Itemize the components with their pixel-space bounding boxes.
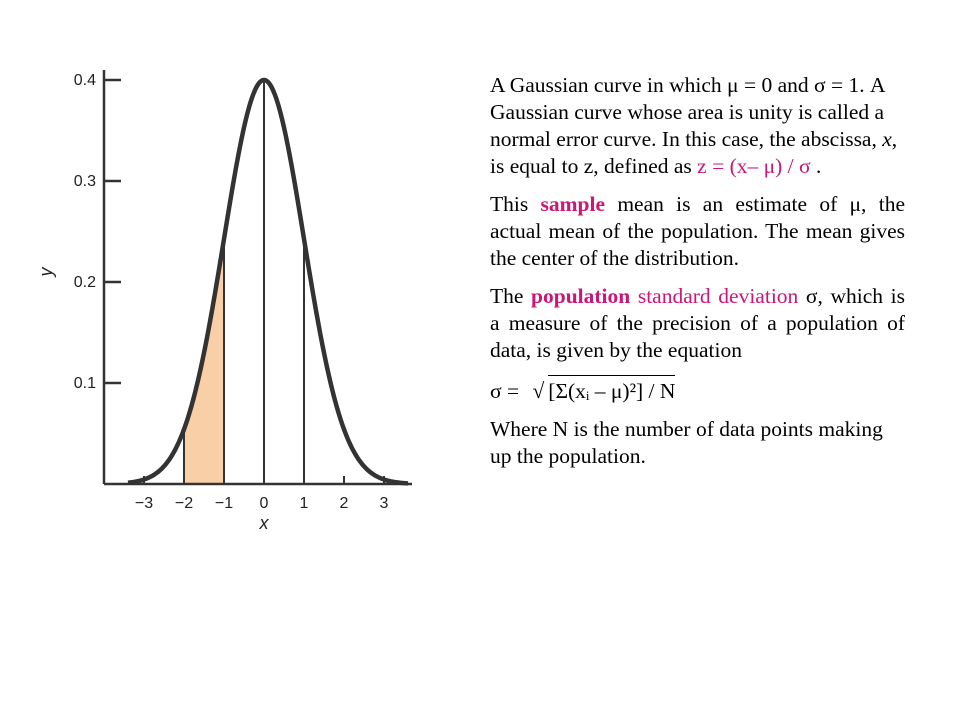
y-tick-label: 0.2 [73, 274, 96, 291]
sample-keyword: sample [540, 192, 606, 216]
sqrt-sign: √ [532, 379, 545, 403]
paragraph-gaussian [490, 72, 905, 180]
x-tick-label: 3 [379, 495, 389, 512]
z-definition: z = (x– μ) / σ [697, 154, 811, 178]
std-dev-term: standard deviation [630, 284, 799, 308]
y-tick-label: 0.3 [73, 173, 96, 190]
paragraph-definition-n: Where N is the number of data points making up the population. [490, 417, 883, 468]
x-tick-label: 2 [339, 495, 349, 512]
x-variable: x [882, 127, 892, 151]
axes-group [104, 70, 412, 484]
x-axis-label: x [259, 513, 269, 533]
text-panel [490, 72, 905, 481]
p2-text-b: mean is an estimate of μ, the actual mean of the population. The mean gives the center of the distribution. [490, 192, 905, 270]
x-tick-label: 0 [259, 495, 269, 512]
y-tick-label: 0.1 [73, 375, 96, 392]
p1-text-c: . [810, 154, 822, 178]
paragraph-std-dev [490, 283, 905, 364]
x-tick-label: −2 [174, 495, 194, 512]
p1-text-b: , is equal to z, defined as [490, 127, 898, 178]
p3-text-b: σ, which is a measure of the precision of a population of data, is given by the equation [490, 284, 905, 362]
p2-text-a: This [490, 192, 541, 216]
p3-text-a: The [490, 284, 532, 308]
y-tick-label: 0.4 [73, 72, 96, 89]
gaussian-curve [128, 80, 408, 483]
population-keyword: population [531, 284, 631, 308]
ticks-group [74, 72, 389, 512]
equation-lhs: σ = [490, 379, 525, 403]
paragraph-sample-mean [490, 191, 905, 272]
p1-text-a: A Gaussian curve in which μ = 0 and σ = 1. A Gaussian curve whose area is unity is called a normal error curve. In this case, the abscissa, [490, 73, 885, 151]
x-tick-label: −1 [214, 495, 234, 512]
x-tick-label: 1 [299, 495, 309, 512]
y-axis-label: y [36, 267, 56, 277]
normal-curve-chart [0, 0, 470, 560]
equation-radicand: [Σ(xᵢ – μ)²] / N [548, 375, 675, 405]
x-tick-label: −3 [134, 495, 154, 512]
std-dev-equation [490, 375, 905, 405]
